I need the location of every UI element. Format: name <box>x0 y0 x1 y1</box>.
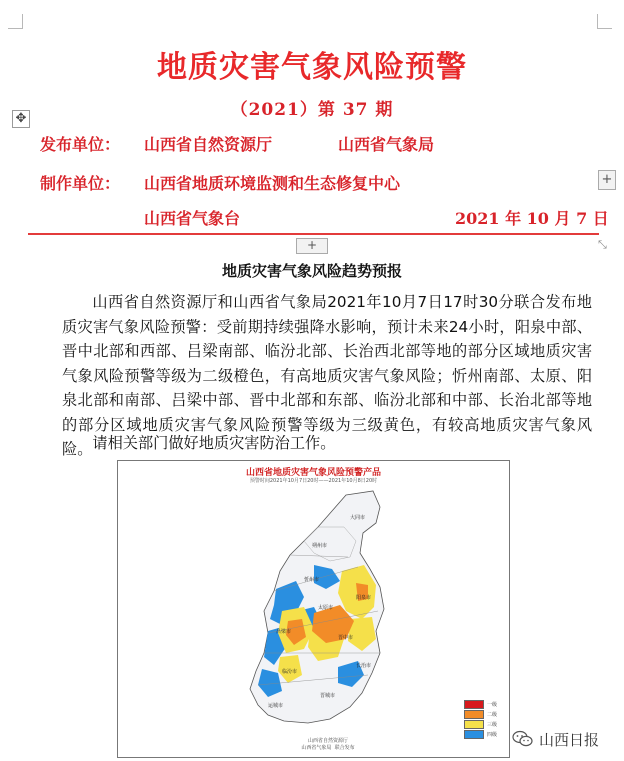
issuer-nrd: 山西省自然资源厅 <box>144 135 273 154</box>
document-title: 地质灾害气象风险预警 <box>157 50 467 85</box>
map-footer-issuer: 山西省自然资源厅 <box>307 738 348 744</box>
city-label: 太原市 <box>318 605 334 611</box>
legend-label: 四级 <box>487 731 498 738</box>
header-divider <box>28 233 599 235</box>
map-subtitle: 预警时间2021年10月7日20时——2021年10月8日20时 <box>249 478 378 484</box>
add-row-button[interactable]: + <box>296 238 328 254</box>
city-label: 运城市 <box>268 703 284 709</box>
map-legend <box>464 699 504 739</box>
legend-label: 一级 <box>487 701 498 708</box>
legend-swatch <box>464 700 484 709</box>
forecast-paragraph: 山西省自然资源厅和山西省气象局2021年10月7日17时30分联合发布地质灾害气象风险预警：受前期持续强降水影响，预计未来24小时，阳泉中部、晋中北部和西部、吕梁南部、临汾北部、长治西北部等地的部分区域地质灾害气象风险预警等级为二级橙色，有高地质灾害气象风险；忻州南部、太原、阳泉北部和南部、吕梁中部、晋中北部和东部、临汾北部和中部、长治北部等地的部分区域地质灾害气象风险预警等级为三级黄色，有较高地质灾害气象风险。 <box>62 293 592 458</box>
legend-swatch <box>464 730 484 739</box>
city-label: 晋中市 <box>338 635 354 641</box>
legend-item <box>464 719 504 729</box>
legend-item <box>464 729 504 739</box>
issuer-met: 山西省气象局 <box>338 135 435 154</box>
issue-number: （2021）第 37 期 <box>230 100 394 120</box>
map-footer <box>278 738 378 752</box>
map-title: 山西省地质灾害气象风险预警产品 <box>245 468 381 478</box>
map-footer-joint: 联合发布 <box>334 745 355 751</box>
section-title: 地质灾害气象风险趋势预报 <box>221 262 402 280</box>
notice-paragraph: 请相关部门做好地质灾害防治工作。 <box>92 434 336 452</box>
table-move-handle-icon[interactable]: ✥ <box>12 110 30 128</box>
legend-swatch <box>464 710 484 719</box>
table-resize-icon[interactable]: ⤡ <box>598 238 607 251</box>
legend-swatch <box>464 720 484 729</box>
map-footer-issuer: 山西省气象局 <box>301 745 332 751</box>
producer-label: 制作单位： <box>40 174 121 193</box>
issuer-label: 发布单位： <box>40 135 121 154</box>
legend-item <box>464 709 504 719</box>
city-label: 大同市 <box>350 515 366 521</box>
city-label: 长治市 <box>356 663 372 669</box>
issue-date: 2021 年 10 月 7 日 <box>455 209 609 228</box>
source-watermark <box>512 726 599 752</box>
legend-label: 三级 <box>487 721 498 728</box>
page-corner-mark <box>597 14 612 29</box>
shanxi-province-map <box>118 461 509 757</box>
producer-center: 山西省地质环境监测和生态修复中心 <box>144 174 401 193</box>
city-label: 阳泉市 <box>356 595 372 601</box>
legend-item <box>464 699 504 709</box>
city-label: 晋城市 <box>320 693 336 699</box>
producer-observatory: 山西省气象台 <box>144 209 241 228</box>
wechat-icon <box>512 730 534 748</box>
legend-label: 二级 <box>487 711 498 718</box>
city-label: 忻州市 <box>304 577 320 583</box>
page-corner-mark <box>8 14 23 29</box>
warning-map <box>117 460 510 758</box>
watermark-text: 山西日报 <box>539 730 600 749</box>
city-label: 临汾市 <box>282 669 298 675</box>
city-label: 朔州市 <box>312 543 328 549</box>
city-label: 吕梁市 <box>276 629 292 635</box>
add-column-button[interactable]: + <box>598 170 616 190</box>
